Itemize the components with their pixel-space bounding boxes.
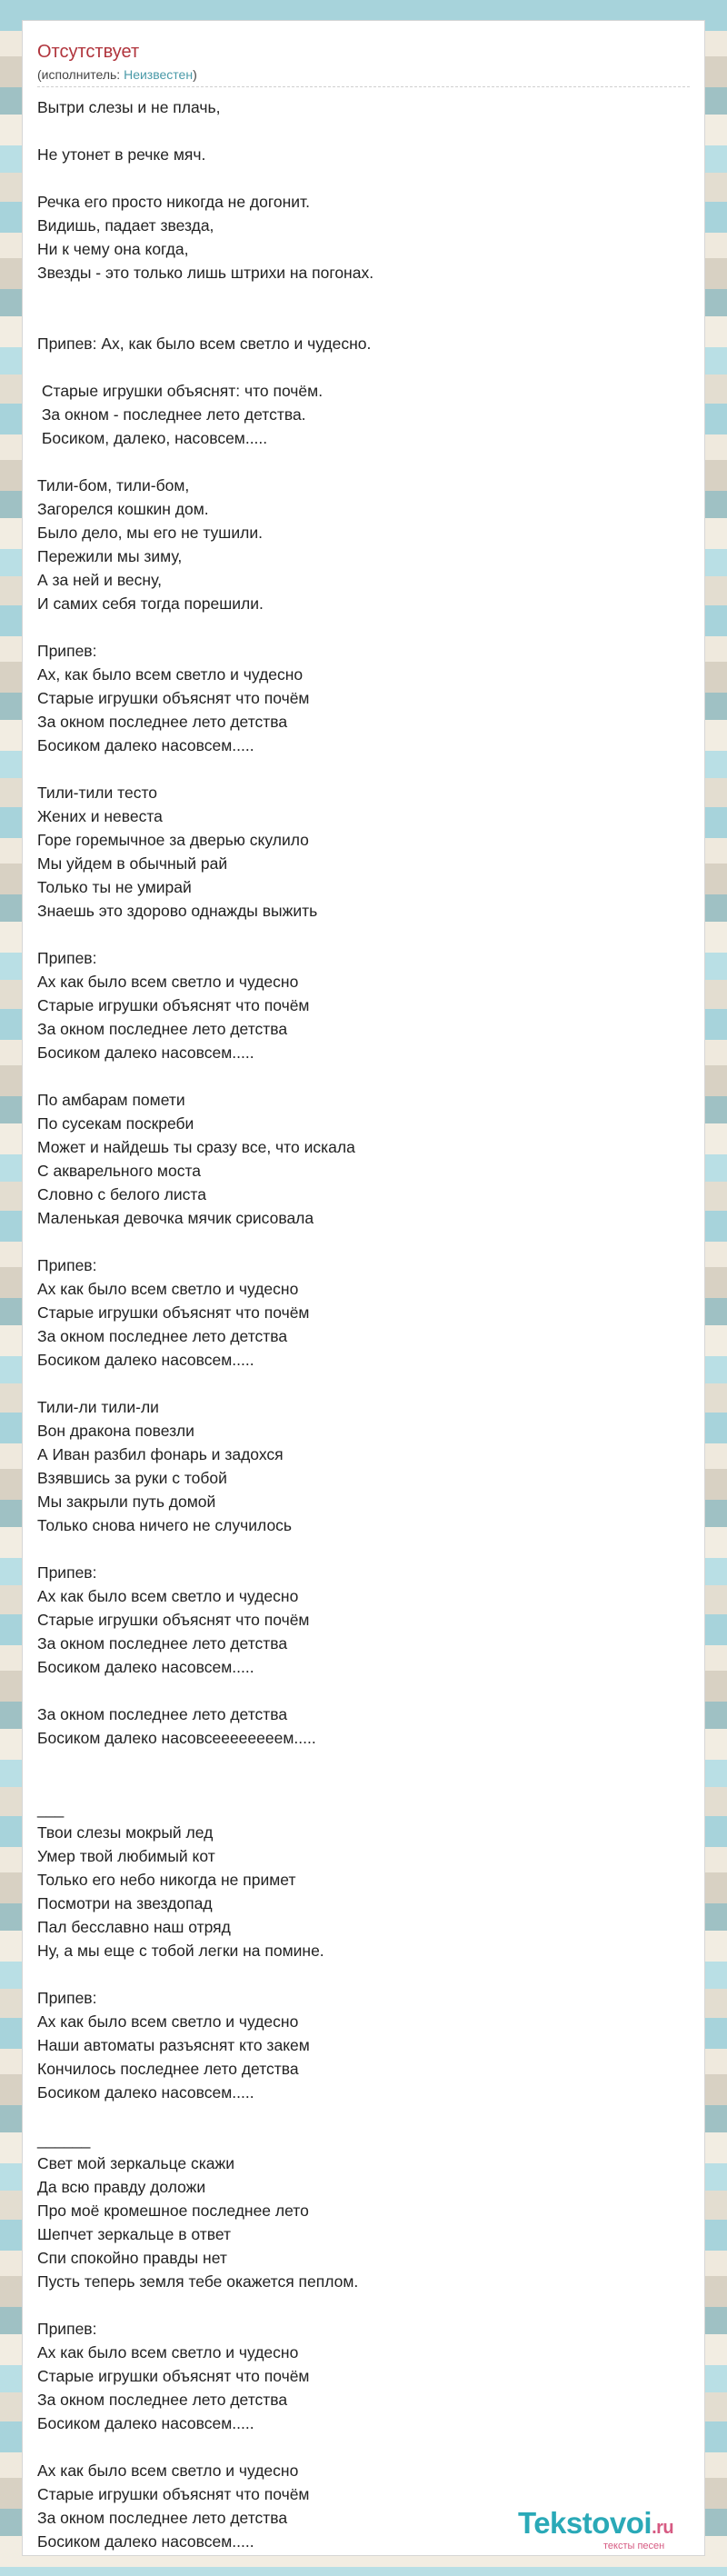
artist-line <box>37 66 197 83</box>
song-title: Отсутствует <box>37 42 140 62</box>
artist-prefix: (исполнитель: <box>37 67 124 82</box>
site-logo[interactable] <box>496 2501 714 2558</box>
lyrics-text: Вытри слезы и не плачь, Не утонет в речке мяч. Речка его просто никогда не догонит. Видишь, падает звезда, Ни к чему она когда, Звезды - это только лишь штрихи на погонах. Припев: Ах, как было всем светло и чудесно. Старые игрушки объяснят: что почём. За окном - последнее лето детства. Босиком, далеко, насовсем..... Тили-бом, тили-бом, Загорелся кошкин дом. Было дело, мы его не тушили. Пережили мы зиму, А за ней и весну, И самих себя тогда порешили. Припев: Ах, как было всем светло и чудесно Старые игрушки объяснят что почём За окном последнее лето детства Босиком далеко насовсем..... Тили-тили тесто Жених и невеста Горе горемычное за дверью скулило Мы уйдем в обычный рай Только ты не умирай Знаешь это здорово однажды выжить Припев: Ах как было всем светло и чудесно Старые игрушки объяснят что почём За окном последнее лето детства Босиком далеко насовсем..... По амбарам помети По сусекам поскреби Может и найдешь ты сразу все, что искала С акварельного моста Словно с белого листа Маленькая девочка мячик срисовала Припев: Ах как было всем светло и чудесно Старые игрушки объяснят что почём За окном последнее лето детства Босиком далеко насовсем..... Тили-ли тили-ли Вон дракона повезли А Иван разбил фонарь и задохся Взявшись за руки с тобой Мы закрыли путь домой Только снова ничего не случилось Припев: Ах как было всем светло и чудесно Старые игрушки объяснят что почём За окном последнее лето детства Босиком далеко насовсем..... За окном последнее лето детства Босиком далеко насовсеееееееем..... ___ Твои слезы мокрый лед Умер твой любимый кот Только его небо никогда не примет Посмотри на звездопад Пал бесславно наш отряд Ну, а мы еще с тобой легки на помине. Припев: Ах как было всем светло и чудесно Наши автоматы разъяснят кто закем Кончилось последнее лето детства Босиком далеко насовсем..... ______ Свет мой зеркальце скажи Да всю правду доложи Про моё кромешное последнее лето Шепчет зеркальце в ответ Спи спокойно правды нет Пусть теперь земля тебе окажется пеплом. Припев: Ах как было всем светло и чудесно Старые игрушки объяснят что почём За окном последнее лето детства Босиком далеко насовсем..... Ах как было всем светло и чудесно Старые игрушки объяснят что почём За окном последнее лето детства Босиком далеко насовсем..... <box>37 98 374 2551</box>
artist-suffix: ) <box>193 67 197 82</box>
title-divider <box>37 86 690 87</box>
logo-tagline: тексты песен <box>603 2541 665 2551</box>
logo-domain-suffix: .ru <box>652 2518 674 2538</box>
logo-main-text: Tekstovoi <box>518 2506 652 2540</box>
lyrics-card <box>22 20 705 2556</box>
artist-link[interactable]: Неизвестен <box>124 67 194 82</box>
